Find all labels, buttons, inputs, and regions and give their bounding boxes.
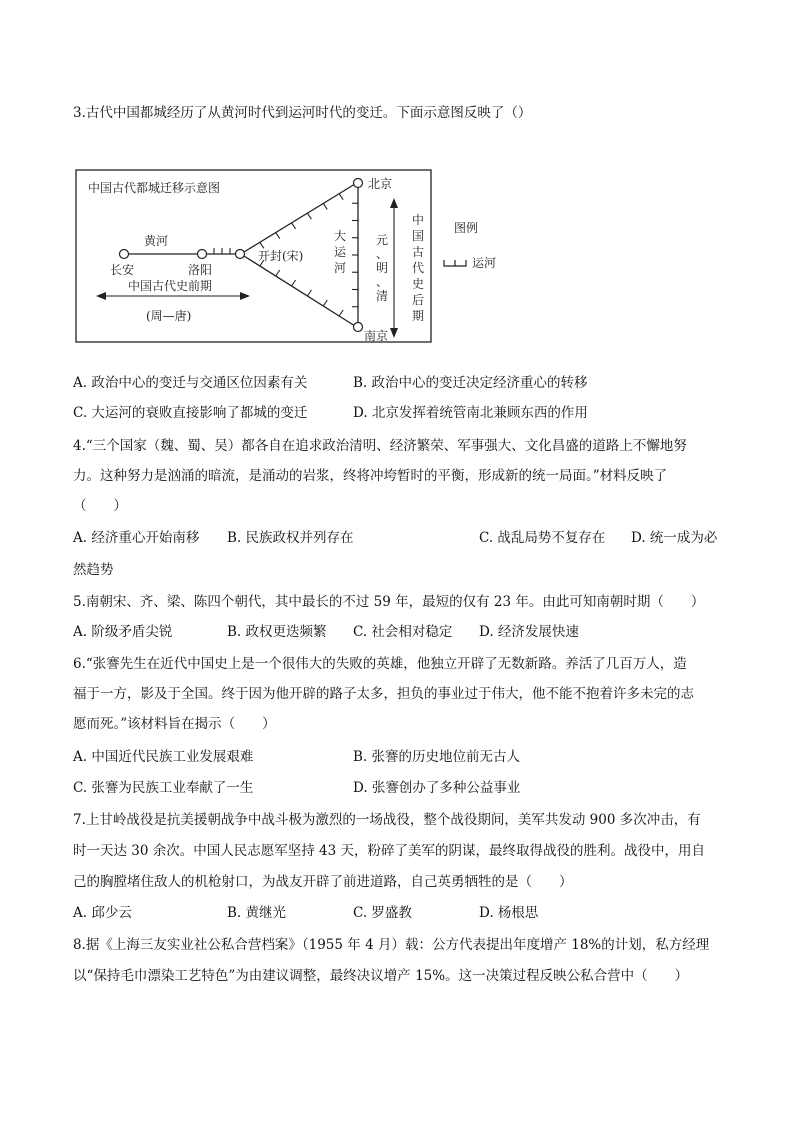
q7-stem-line-2: 时一天达 30 余次。中国人民志愿军坚持 43 天，粉碎了美军的阴谋，最终取得战役的胜利。战役中，用自: [73, 843, 706, 859]
q7-stem-line-3: 己的胸膛堵住敌人的机枪射口，为战友开辟了前进道路，自己英勇牺牲的是（ ）: [73, 874, 573, 890]
label-late-7: 期: [412, 309, 425, 323]
q4-stem-line-3: （ ）: [73, 498, 127, 514]
city-marker-nanjing: [354, 323, 363, 332]
q6-option-b[interactable]: B. 张謇的历史地位前无古人: [353, 749, 521, 765]
q6-stem-line-1: 6.“张謇先生在近代中国史上是一个很伟大的失败的英雄，他独立开辟了无数新路。养活了几百万人，造: [73, 656, 687, 672]
late-period-arrowhead-up: [390, 198, 398, 208]
label-late-6: 后: [412, 293, 425, 307]
q4-option-a[interactable]: A. 经济重心开始南移: [73, 530, 200, 546]
legend-canal-label: 运河: [472, 256, 497, 270]
q8-stem-line-2: 以“保持毛巾漂染工艺特色”为由建议调整，最终决议增产 15%。这一决策过程反映公私合营中（ ）: [73, 968, 689, 984]
canal-tick: [276, 233, 280, 239]
q6-option-a[interactable]: A. 中国近代民族工业发展艰难: [73, 749, 254, 765]
city-marker-luoyang: [198, 250, 207, 259]
label-late-4: 代: [412, 261, 425, 275]
q4-stem-line-2: 力。这种努力是汹涌的暗流，是涌动的岩浆，终将冲垮暂时的平衡，形成新的统一局面。”材料反映了: [73, 468, 668, 484]
canal-tick: [292, 280, 296, 286]
canal-tick: [323, 203, 327, 209]
early-period-arrowhead-left: [96, 292, 106, 300]
q7-option-d[interactable]: D. 杨根思: [479, 905, 539, 921]
label-kaifeng: 开封(宋): [258, 249, 304, 263]
label-canal-3: 河: [334, 261, 347, 275]
canal-tick: [339, 310, 343, 316]
label-late-3: 古: [412, 245, 425, 259]
q5-option-a[interactable]: A. 阶级矛盾尖锐: [73, 624, 173, 640]
q6-stem-line-3: 愿而死。”该材料旨在揭示（ ）: [73, 716, 276, 732]
q3-option-a[interactable]: A. 政治中心的变迁与交通区位因素有关: [73, 375, 308, 391]
figure-svg: [72, 168, 512, 358]
canal-tick: [339, 194, 343, 200]
canal-tick: [260, 242, 264, 248]
q7-option-a[interactable]: A. 邱少云: [73, 905, 132, 921]
q3-stem: 3.古代中国都城经历了从黄河时代到运河时代的变迁。下面示意图反映了（）: [73, 105, 532, 121]
early-period-arrowhead-right: [240, 292, 250, 300]
q4-option-b[interactable]: B. 民族政权并列存在: [227, 530, 354, 546]
q4-option-d[interactable]: D. 统一成为必: [631, 530, 718, 546]
city-marker-beijing: [354, 179, 363, 188]
q5-option-d[interactable]: D. 经济发展快速: [479, 624, 579, 640]
q6-option-c[interactable]: C. 张謇为民族工业奉献了一生: [73, 780, 254, 796]
label-luoyang: 洛阳: [188, 263, 213, 277]
q3-option-d[interactable]: D. 北京发挥着统管南北兼顾东西的作用: [353, 405, 588, 421]
q5-option-c[interactable]: C. 社会相对稳定: [353, 624, 453, 640]
label-dynasty-1: 元: [376, 233, 389, 247]
label-beijing: 北京: [368, 177, 393, 191]
capital-migration-figure: [72, 168, 512, 358]
q5-option-b[interactable]: B. 政权更迭频繁: [227, 624, 327, 640]
figure-title: 中国古代都城迁移示意图: [88, 181, 221, 195]
q7-option-c[interactable]: C. 罗盛教: [353, 905, 412, 921]
q5-stem: 5.南朝宋、齐、梁、陈四个朝代，其中最长的不过 59 年，最短的仅有 23 年。由此可知南朝时期（ ）: [73, 594, 705, 610]
label-nanjing: 南京: [364, 329, 389, 343]
canal-ticks-west: [214, 248, 230, 254]
canal-tick: [276, 270, 280, 276]
label-yellow-river: 黄河: [144, 234, 169, 248]
label-late-1: 中: [412, 213, 425, 227]
label-changan: 长安: [110, 263, 135, 277]
label-canal-1: 大: [334, 229, 347, 243]
label-dynasty-4: 、: [376, 275, 389, 289]
city-marker-changan: [120, 250, 129, 259]
q4-option-c[interactable]: C. 战乱局势不复存在: [479, 530, 606, 546]
label-dynasty-3: 明: [376, 261, 389, 275]
late-period-arrowhead-down: [390, 328, 398, 338]
q3-option-c[interactable]: C. 大运河的衰败直接影响了都城的变迁: [73, 405, 308, 421]
q7-option-b[interactable]: B. 黄继光: [227, 905, 287, 921]
label-canal-2: 运: [334, 245, 347, 259]
label-late-5: 史: [412, 277, 425, 291]
q4-option-d-wrap: 然趋势: [73, 562, 114, 578]
label-late-2: 国: [412, 229, 425, 243]
label-dynasty-5: 清: [376, 289, 389, 303]
q4-stem-line-1: 4.“三个国家（魏、蜀、吴）都各自在追求政治清明、经济繁荣、军事强大、文化昌盛的道路上不懈地努: [73, 438, 687, 454]
canal-tick: [323, 300, 327, 306]
city-marker-kaifeng: [236, 250, 245, 259]
q8-stem-line-1: 8.据《上海三友实业社公私合营档案》（1955 年 4 月）载：公方代表提出年度增产 18%的计划，私方经理: [73, 937, 710, 953]
q6-stem-line-2: 福于一方，影及于全国。终于因为他开辟的路子太多，担负的事业过于伟大，他不能不抱着许多未完的志: [73, 686, 694, 702]
canal-tick: [307, 213, 311, 219]
q3-option-b[interactable]: B. 政治中心的变迁决定经济重心的转移: [353, 375, 588, 391]
q7-stem-line-1: 7.上甘岭战役是抗美援朝战争中战斗极为激烈的一场战役，整个战役期间，美军共发动 900 多次冲击，有: [73, 812, 701, 828]
canal-tick: [307, 290, 311, 296]
label-early-span: (周—唐): [146, 309, 192, 323]
label-early-period: 中国古代史前期: [128, 279, 213, 293]
label-dynasty-2: 、: [376, 247, 389, 261]
legend-title: 图例: [454, 221, 479, 235]
q6-option-d[interactable]: D. 张謇创办了多种公益事业: [353, 780, 521, 796]
canal-tick: [292, 223, 296, 229]
